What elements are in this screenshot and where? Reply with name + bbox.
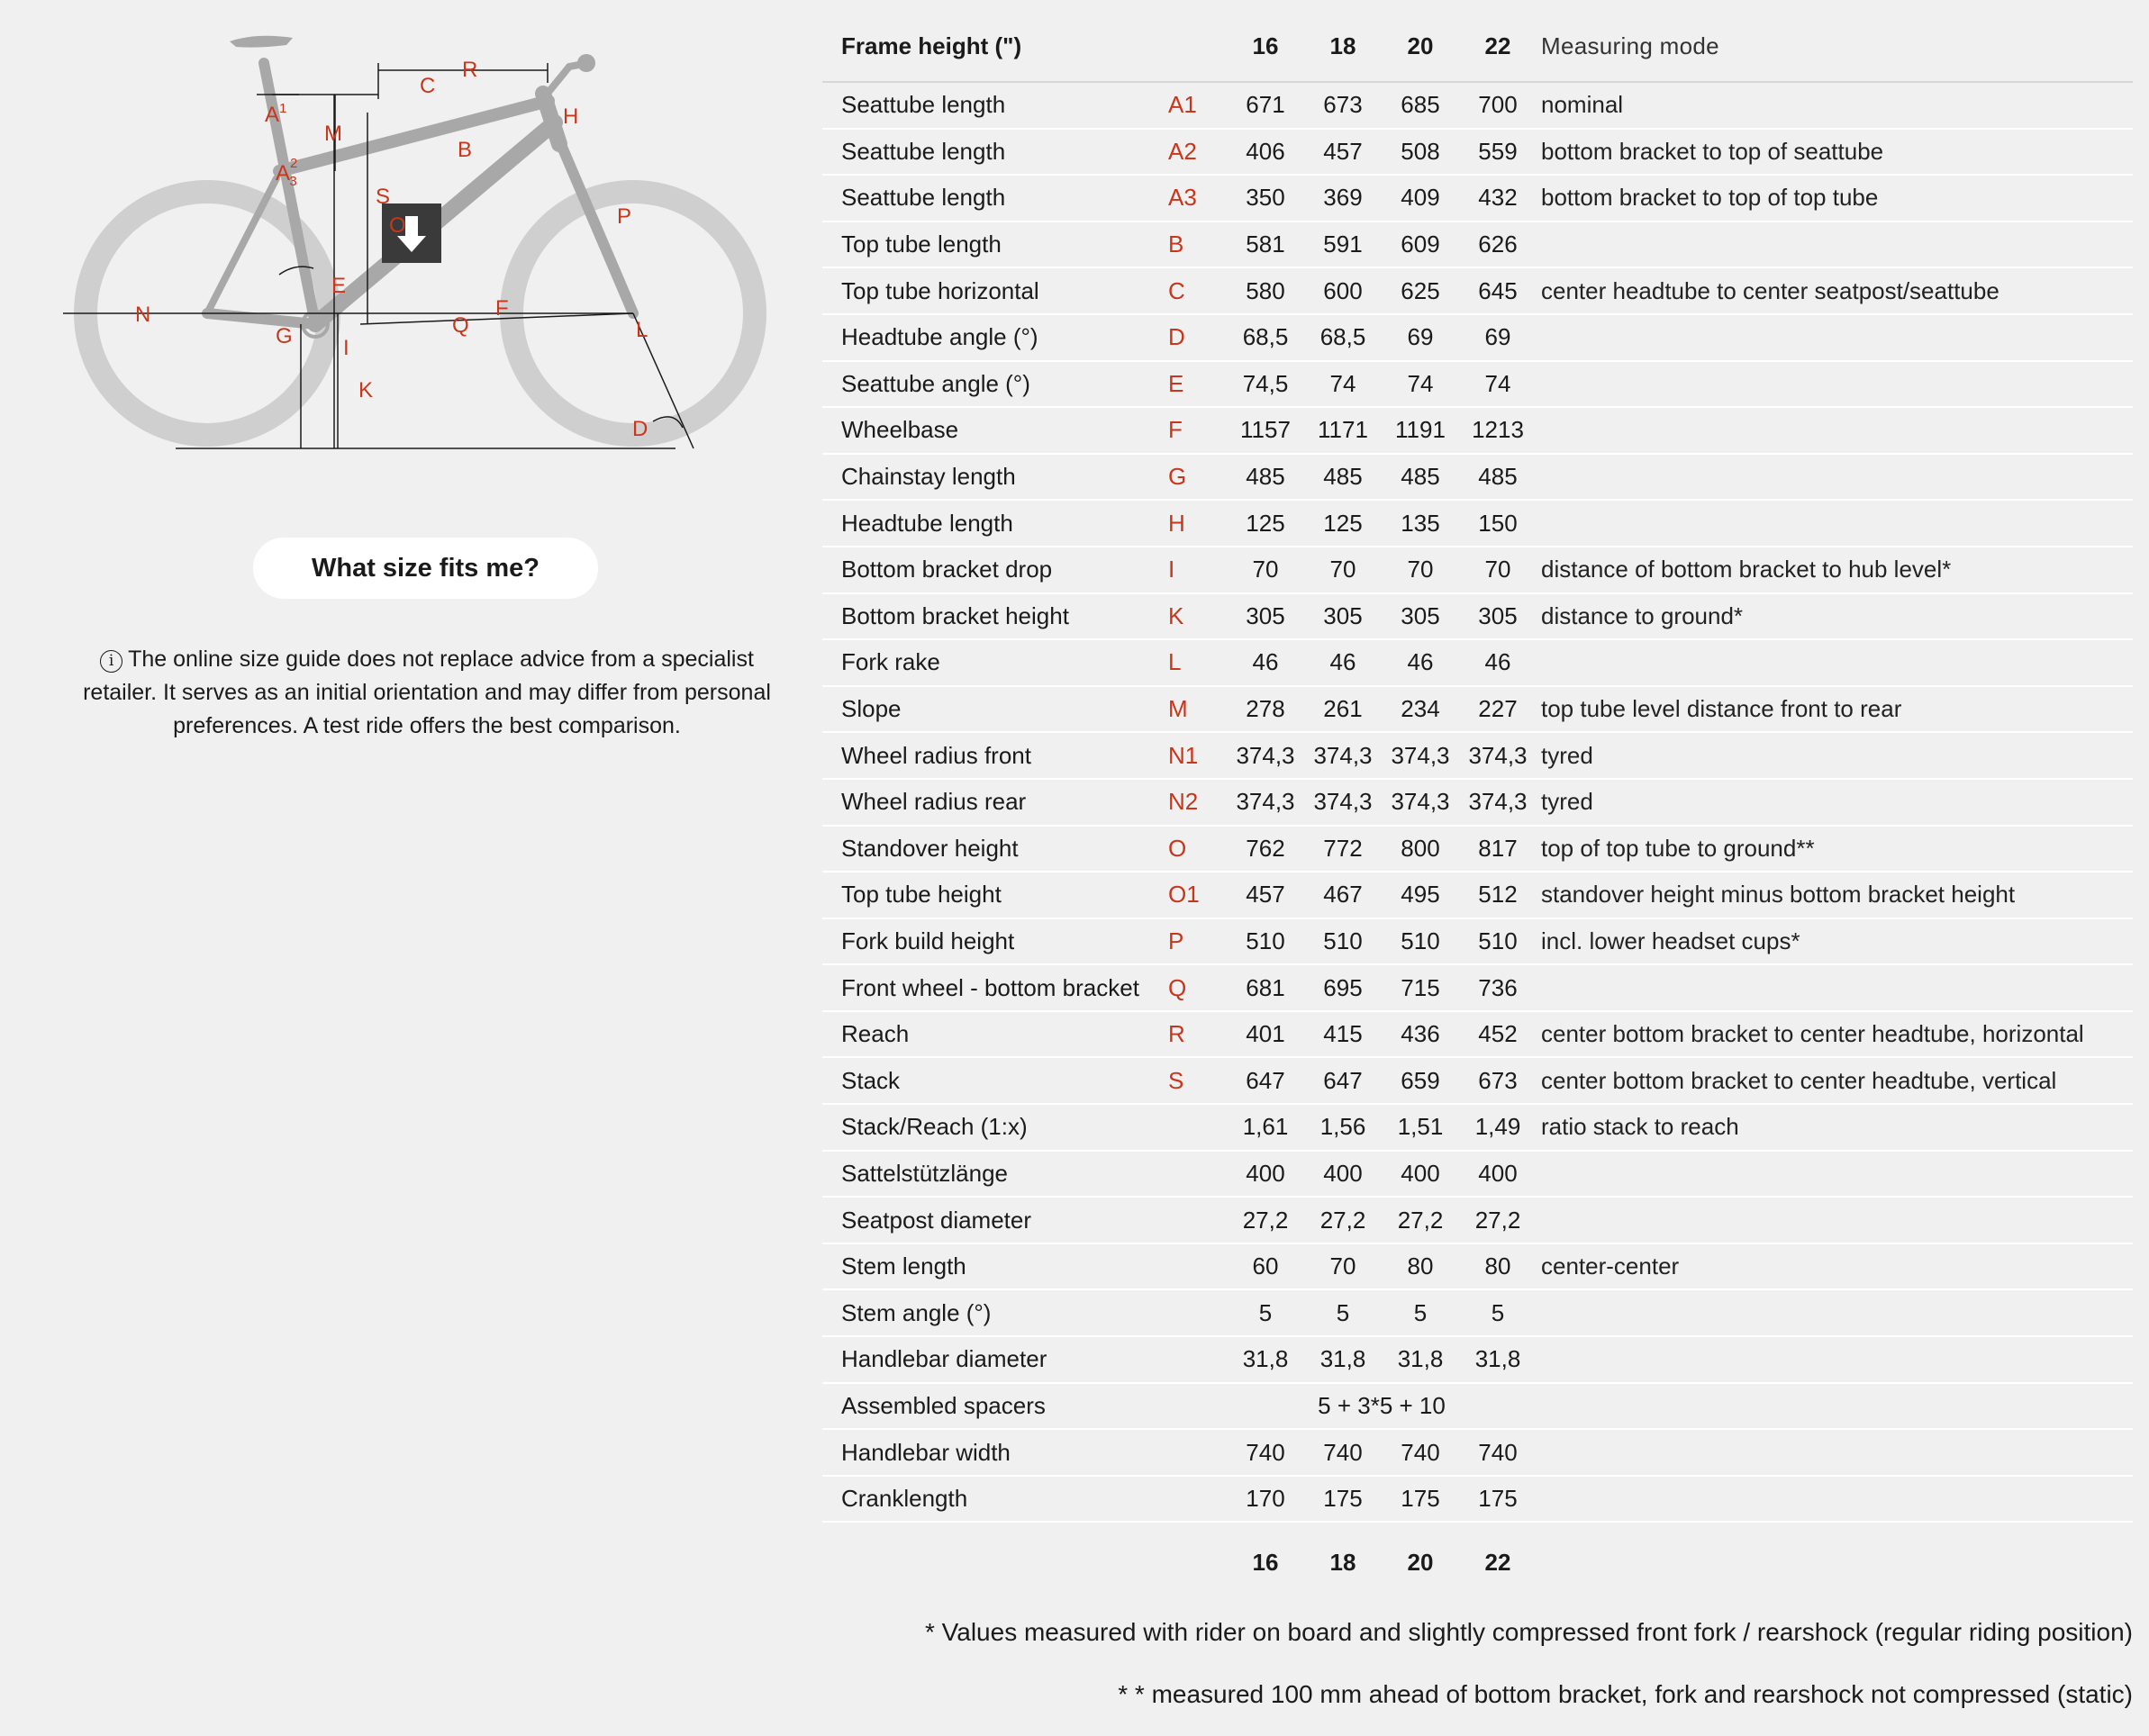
row-value: 125 (1323, 509, 1363, 537)
table-row (822, 593, 2133, 640)
table-row (822, 547, 2133, 593)
row-measuring-mode (1537, 454, 2133, 501)
row-label: Bottom bracket drop (841, 556, 1053, 583)
row-value: 170 (1246, 1485, 1285, 1513)
row-value: 508 (1401, 137, 1440, 165)
row-value: 495 (1401, 881, 1440, 909)
row-value: 457 (1323, 137, 1363, 165)
row-value: 80 (1484, 1252, 1511, 1280)
row-label: Top tube height (841, 881, 1002, 909)
row-value: 68,5 (1319, 323, 1366, 351)
row-value: 485 (1246, 463, 1285, 491)
row-value: 817 (1478, 834, 1518, 862)
row-value: 27,2 (1319, 1206, 1366, 1234)
row-value: 400 (1478, 1159, 1518, 1187)
row-label: Cranklength (841, 1485, 968, 1513)
table-row (822, 454, 2133, 501)
footnote-static: * * measured 100 mm ahead of bottom bracket, fork and rearshock not compressed (static) (1118, 1680, 2133, 1708)
row-label: Seattube angle (°) (841, 369, 1030, 397)
row-value: 659 (1401, 1066, 1440, 1094)
row-value: 510 (1401, 927, 1440, 954)
row-value: 485 (1478, 463, 1518, 491)
row-value: 457 (1246, 881, 1285, 909)
row-value: 740 (1323, 1438, 1363, 1466)
row-measuring-mode (1537, 1476, 2133, 1523)
row-value: 374,3 (1468, 788, 1528, 816)
row-code: A1 (1168, 91, 1197, 119)
table-row (822, 1476, 2133, 1523)
header-size-22: 22 (1484, 32, 1511, 59)
row-code: R (1168, 1020, 1185, 1048)
row-value: 762 (1246, 834, 1285, 862)
row-value: 175 (1478, 1485, 1518, 1513)
row-measuring-mode: ratio stack to reach (1541, 1113, 1739, 1141)
row-label: Headtube length (841, 509, 1013, 537)
row-value: 374,3 (1468, 741, 1528, 769)
row-value: 485 (1401, 463, 1440, 491)
disclaimer-text: The online size guide does not replace advice from a specialist retailer. It serves as an initial orientation and may differ from personal preferences. A test ride offers the best comparison. (83, 646, 771, 738)
row-measuring-mode: distance of bottom bracket to hub level* (1541, 556, 1952, 583)
row-value: 580 (1246, 276, 1285, 304)
row-label: Reach (841, 1020, 910, 1048)
row-value: 27,2 (1242, 1206, 1289, 1234)
row-value: 31,8 (1397, 1345, 1444, 1373)
geometry-table (822, 27, 2133, 1594)
row-value: 46 (1484, 648, 1511, 676)
diagram-label-i: I (343, 336, 349, 360)
row-value: 175 (1401, 1485, 1440, 1513)
row-value: 74 (1484, 369, 1511, 397)
row-label: Seattube length (841, 91, 1006, 119)
row-value: 681 (1246, 973, 1285, 1001)
row-label: Handlebar width (841, 1438, 1011, 1466)
row-value: 374,3 (1236, 788, 1295, 816)
row-value: 31,8 (1319, 1345, 1366, 1373)
row-measuring-mode (1537, 407, 2133, 454)
diagram-label-d: D (632, 417, 648, 441)
diagram-label-n: N (135, 303, 151, 327)
table-header-row (822, 27, 2133, 82)
row-value: 626 (1478, 231, 1518, 258)
row-code: P (1168, 927, 1184, 954)
diagram-label-p: P (617, 204, 632, 229)
row-measuring-mode: standover height minus bottom bracket height (1541, 881, 2016, 909)
row-value: 1191 (1395, 416, 1446, 444)
row-value: 625 (1401, 276, 1440, 304)
row-value: 695 (1323, 973, 1363, 1001)
row-measuring-mode (1537, 1197, 2133, 1243)
row-value: 400 (1401, 1159, 1440, 1187)
row-value: 685 (1401, 91, 1440, 119)
row-value: 700 (1478, 91, 1518, 119)
table-row (822, 1057, 2133, 1104)
row-code (1163, 1104, 1227, 1151)
size-guide-disclaimer (76, 643, 778, 743)
table-row (822, 1011, 2133, 1058)
row-label: Headtube angle (°) (841, 323, 1038, 351)
diagram-label-l: L (636, 318, 648, 342)
row-value: 70 (1252, 556, 1279, 583)
row-code: A2 (1168, 137, 1197, 165)
header-size-18: 18 (1329, 32, 1356, 59)
row-measuring-mode (1537, 1151, 2133, 1198)
row-value: 772 (1323, 834, 1363, 862)
row-label: Standover height (841, 834, 1019, 862)
row-label: Seatpost diameter (841, 1206, 1032, 1234)
row-code: D (1168, 323, 1185, 351)
row-value: 374,3 (1236, 741, 1295, 769)
row-label: Wheel radius rear (841, 788, 1027, 816)
row-value: 305 (1246, 601, 1285, 629)
table-row (822, 314, 2133, 361)
row-code: B (1168, 231, 1184, 258)
row-value: 374,3 (1313, 788, 1373, 816)
row-measuring-mode: tyred (1541, 741, 1593, 769)
row-value: 305 (1323, 601, 1363, 629)
row-code: H (1168, 509, 1185, 537)
row-label: Stem length (841, 1252, 966, 1280)
header-measuring-mode: Measuring mode (1541, 32, 1719, 59)
size-finder-button[interactable]: What size fits me? (253, 538, 598, 599)
row-code: K (1168, 601, 1184, 629)
row-label: Stem angle (°) (841, 1298, 992, 1326)
row-value: 1,61 (1242, 1113, 1289, 1141)
row-value: 581 (1246, 231, 1285, 258)
diagram-label-r: R (462, 58, 478, 82)
row-code (1163, 1336, 1227, 1383)
row-value: 673 (1478, 1066, 1518, 1094)
row-value: 510 (1323, 927, 1363, 954)
row-measuring-mode: center-center (1541, 1252, 1680, 1280)
bike-geometry-diagram (63, 27, 784, 468)
row-value: 69 (1484, 323, 1511, 351)
table-row (822, 1243, 2133, 1290)
row-label: Slope (841, 695, 902, 723)
footnote-rider-on-board: * Values measured with rider on board and slightly compressed front fork / rearshock (regular riding position) (924, 1618, 2133, 1646)
row-measuring-mode: incl. lower headset cups* (1541, 927, 1800, 954)
row-label: Top tube length (841, 231, 1002, 258)
row-label: Seattube length (841, 137, 1006, 165)
row-value: 46 (1252, 648, 1279, 676)
row-label: Bottom bracket height (841, 601, 1069, 629)
table-row (822, 1197, 2133, 1243)
row-label: Assembled spacers (841, 1391, 1046, 1419)
footer-size-22: 22 (1484, 1549, 1511, 1577)
row-measuring-mode: top tube level distance front to rear (1541, 695, 1902, 723)
row-code: I (1168, 556, 1175, 583)
row-value: 591 (1323, 231, 1363, 258)
table-footer-row (822, 1522, 2133, 1594)
diagram-label-g: G (276, 324, 293, 348)
row-label: Chainstay length (841, 463, 1016, 491)
row-measuring-mode: center headtube to center seatpost/seattube (1541, 276, 1999, 304)
row-measuring-mode (1537, 222, 2133, 268)
row-measuring-mode: bottom bracket to top of top tube (1541, 184, 1879, 212)
row-value: 60 (1252, 1252, 1279, 1280)
row-value: 467 (1323, 881, 1363, 909)
info-icon: i (100, 650, 122, 673)
row-value: 374,3 (1391, 741, 1450, 769)
row-value: 452 (1478, 1020, 1518, 1048)
row-value: 227 (1478, 695, 1518, 723)
row-value: 512 (1478, 881, 1518, 909)
row-code: G (1168, 463, 1187, 491)
row-value: 27,2 (1474, 1206, 1521, 1234)
row-code: C (1168, 276, 1185, 304)
row-value: 374,3 (1391, 788, 1450, 816)
row-measuring-mode: center bottom bracket to center headtube, horizontal (1541, 1020, 2084, 1048)
row-code (1163, 1243, 1227, 1290)
row-value: 234 (1401, 695, 1440, 723)
row-value: 401 (1246, 1020, 1285, 1048)
table-row (822, 826, 2133, 873)
row-value: 647 (1323, 1066, 1363, 1094)
row-label: Fork build height (841, 927, 1015, 954)
row-value: 278 (1246, 695, 1285, 723)
table-row (822, 686, 2133, 733)
row-label: Fork rake (841, 648, 940, 676)
table-row (822, 732, 2133, 779)
row-value: 80 (1407, 1252, 1434, 1280)
row-code: O1 (1168, 881, 1200, 909)
row-value: 125 (1246, 509, 1285, 537)
table-row (822, 1104, 2133, 1151)
row-code: N2 (1168, 788, 1199, 816)
row-code: L (1168, 648, 1182, 676)
table-row (822, 1336, 2133, 1383)
diagram-label-o: O (389, 213, 406, 238)
row-value: 350 (1246, 184, 1285, 212)
row-label: Wheelbase (841, 416, 959, 444)
row-value: 46 (1329, 648, 1356, 676)
row-label: Stack (841, 1066, 901, 1094)
table-row (822, 872, 2133, 918)
row-measuring-mode: tyred (1541, 788, 1593, 816)
row-measuring-mode: top of top tube to ground** (1541, 834, 1815, 862)
table-row (822, 82, 2133, 129)
row-value: 415 (1323, 1020, 1363, 1048)
row-code (1163, 1383, 1227, 1430)
diagram-label-b: B (458, 138, 473, 162)
row-code: Q (1168, 973, 1187, 1001)
header-size-16: 16 (1252, 32, 1279, 59)
table-row (822, 639, 2133, 686)
row-value: 68,5 (1242, 323, 1289, 351)
row-value: 305 (1478, 601, 1518, 629)
row-label: Seattube length (841, 184, 1006, 212)
table-row (822, 1383, 2133, 1430)
row-value: 671 (1246, 91, 1285, 119)
row-label: Top tube horizontal (841, 276, 1039, 304)
row-code: S (1168, 1066, 1184, 1094)
row-measuring-mode (1537, 639, 2133, 686)
row-code (1163, 1429, 1227, 1476)
row-value: 1157 (1240, 416, 1291, 444)
row-value: 510 (1246, 927, 1285, 954)
table-row (822, 175, 2133, 222)
row-value: 69 (1407, 323, 1434, 351)
row-value: 1,49 (1474, 1113, 1521, 1141)
table-row (822, 1151, 2133, 1198)
row-value: 740 (1401, 1438, 1440, 1466)
row-value: 559 (1478, 137, 1518, 165)
row-code (1163, 1289, 1227, 1336)
row-value: 70 (1484, 556, 1511, 583)
footer-size-20: 20 (1407, 1549, 1434, 1577)
row-value: 432 (1478, 184, 1518, 212)
row-value: 510 (1478, 927, 1518, 954)
row-value: 740 (1246, 1438, 1285, 1466)
row-measuring-mode (1537, 1289, 2133, 1336)
row-value: 400 (1323, 1159, 1363, 1187)
table-row (822, 500, 2133, 547)
row-value: 175 (1323, 1485, 1363, 1513)
table-row (822, 267, 2133, 314)
row-value: 1213 (1472, 416, 1524, 444)
row-value: 609 (1401, 231, 1440, 258)
diagram-label-e: E (331, 274, 347, 298)
diagram-label-a1: $A^1$ (265, 101, 287, 127)
row-value: 600 (1323, 276, 1363, 304)
row-value: 261 (1323, 695, 1363, 723)
row-value: 5 (1491, 1298, 1505, 1326)
row-value: 800 (1401, 834, 1440, 862)
row-code (1163, 1197, 1227, 1243)
row-value: 46 (1407, 648, 1434, 676)
row-measuring-mode (1537, 314, 2133, 361)
row-label: Sattelstützlänge (841, 1159, 1009, 1187)
diagram-label-f: F (495, 296, 509, 321)
row-label: Handlebar diameter (841, 1345, 1047, 1373)
row-value: 400 (1246, 1159, 1285, 1187)
row-value: 70 (1407, 556, 1434, 583)
table-row (822, 407, 2133, 454)
row-value: 5 (1336, 1298, 1350, 1326)
row-measuring-mode (1537, 1383, 2133, 1430)
row-value: 715 (1401, 973, 1440, 1001)
row-value: 31,8 (1242, 1345, 1289, 1373)
diagram-label-s: S (376, 185, 391, 209)
row-value: 436 (1401, 1020, 1440, 1048)
row-measuring-mode: bottom bracket to top of seattube (1541, 137, 1884, 165)
row-value: 70 (1329, 556, 1356, 583)
row-value: 1,51 (1397, 1113, 1444, 1141)
row-code (1163, 1476, 1227, 1523)
row-value: 406 (1246, 137, 1285, 165)
row-measuring-mode: distance to ground* (1541, 601, 1744, 629)
row-code: A3 (1168, 184, 1197, 212)
row-value-span: 5 + 3*5 + 10 (1318, 1391, 1446, 1419)
row-value: 74,5 (1242, 369, 1289, 397)
table-row (822, 1429, 2133, 1476)
table-row (822, 918, 2133, 965)
row-measuring-mode: center bottom bracket to center headtube, vertical (1541, 1066, 2057, 1094)
header-code (1163, 27, 1227, 82)
table-row (822, 129, 2133, 176)
row-value: 740 (1478, 1438, 1518, 1466)
row-code (1163, 1151, 1227, 1198)
row-value: 74 (1329, 369, 1356, 397)
row-value: 645 (1478, 276, 1518, 304)
row-value: 150 (1478, 509, 1518, 537)
header-frame-height: Frame height (") (841, 32, 1022, 59)
diagram-label-k: K (358, 378, 374, 402)
diagram-label-q: Q (452, 313, 469, 338)
row-value: 647 (1246, 1066, 1285, 1094)
row-value: 485 (1323, 463, 1363, 491)
row-value: 409 (1401, 184, 1440, 212)
table-row (822, 1289, 2133, 1336)
row-value: 369 (1323, 184, 1363, 212)
row-code: E (1168, 369, 1184, 397)
row-measuring-mode (1537, 500, 2133, 547)
table-row (822, 964, 2133, 1011)
footer-size-16: 16 (1252, 1549, 1279, 1577)
row-label: Stack/Reach (1:x) (841, 1113, 1028, 1141)
row-code: O (1168, 834, 1187, 862)
table-row (822, 361, 2133, 408)
footer-size-18: 18 (1329, 1549, 1356, 1577)
row-value: 736 (1478, 973, 1518, 1001)
row-code: F (1168, 416, 1183, 444)
row-value: 673 (1323, 91, 1363, 119)
row-value: 305 (1401, 601, 1440, 629)
diagram-label-m: M (324, 122, 342, 146)
row-label: Wheel radius front (841, 741, 1031, 769)
row-value: 135 (1401, 509, 1440, 537)
row-value: 1,56 (1319, 1113, 1366, 1141)
row-value: 5 (1413, 1298, 1428, 1326)
row-value: 5 (1258, 1298, 1273, 1326)
row-value: 374,3 (1313, 741, 1373, 769)
diagram-label-c: C (420, 74, 436, 98)
diagram-label-h: H (563, 104, 579, 129)
row-measuring-mode (1537, 1336, 2133, 1383)
row-value: 27,2 (1397, 1206, 1444, 1234)
row-code: N1 (1168, 741, 1199, 769)
row-value: 74 (1407, 369, 1434, 397)
row-measuring-mode (1537, 964, 2133, 1011)
dimension-lines (63, 63, 694, 448)
row-measuring-mode: nominal (1541, 91, 1624, 119)
row-value: 1171 (1318, 416, 1368, 444)
table-row (822, 222, 2133, 268)
header-size-20: 20 (1407, 32, 1434, 59)
row-measuring-mode (1537, 1429, 2133, 1476)
row-measuring-mode (1537, 361, 2133, 408)
diagram-label-a23: $A^2$ 3 (276, 156, 298, 189)
row-value: 31,8 (1474, 1345, 1521, 1373)
row-code: M (1168, 695, 1188, 723)
row-value: 70 (1329, 1252, 1356, 1280)
table-row (822, 779, 2133, 826)
row-label: Front wheel - bottom bracket (841, 973, 1139, 1001)
